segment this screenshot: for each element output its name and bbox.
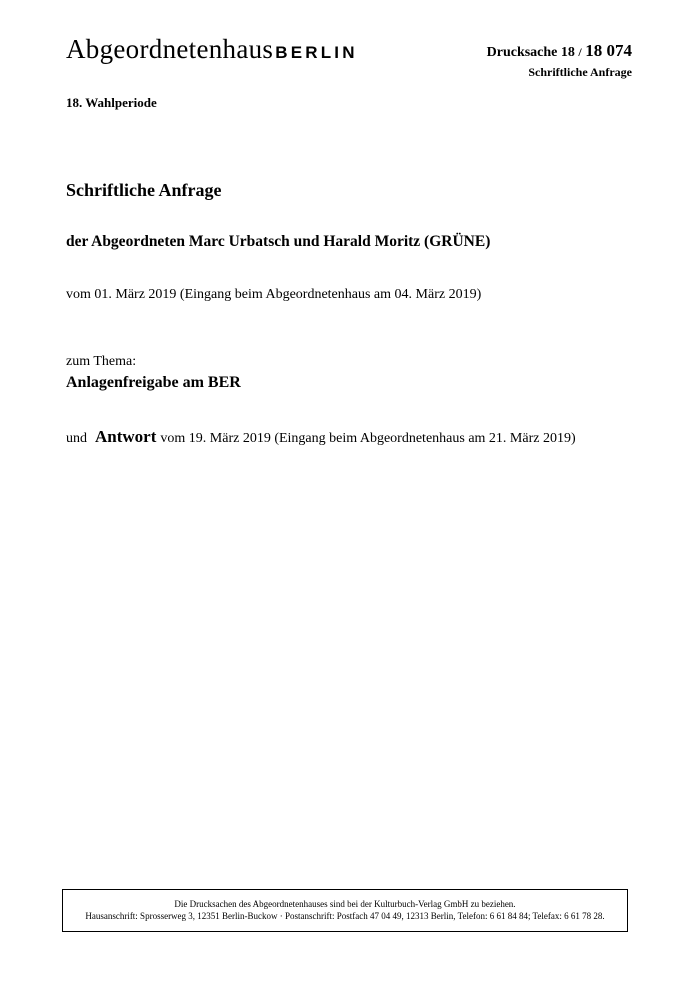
footer-line-1: Die Drucksachen des Abgeordnetenhauses sind bei der Kulturbuch-Verlag GmbH zu beziehen. [174,899,516,909]
page-title: Schriftliche Anfrage [66,180,222,200]
doc-slash: / [578,45,582,59]
answer-prefix: und [66,431,87,446]
footer-box [62,889,628,932]
footer-line-2: Hausanschrift: Sprosserweg 3, 12351 Berlin-Buckow · Postanschrift: Postfach 47 04 49, 12313 Berlin, Telefon: 6 61 84 84; Telefax: 6 61 78 28. [85,911,605,921]
answer-word: Antwort [95,427,157,446]
parliament-logo [66,36,358,63]
doc-number-value: 18 074 [585,41,632,60]
document-type: Schriftliche Anfrage [528,65,632,79]
topic-label: zum Thema: [66,354,137,369]
logo-name: Abgeordnetenhaus [66,34,274,64]
document-number [487,42,632,60]
answer-date: vom 19. März 2019 (Eingang beim Abgeordnetenhaus am 21. März 2019) [160,431,576,446]
submission-date: vom 01. März 2019 (Eingang beim Abgeordnetenhaus am 04. März 2019) [66,287,482,302]
answer-line [66,428,576,446]
topic-title: Anlagenfreigabe am BER [66,374,241,391]
logo-city: BERLIN [275,43,358,62]
legislative-period: 18. Wahlperiode [66,95,157,110]
doc-prefix: Drucksache 18 [486,45,575,60]
authors-line: der Abgeordneten Marc Urbatsch und Harald Moritz (GRÜNE) [66,233,491,250]
